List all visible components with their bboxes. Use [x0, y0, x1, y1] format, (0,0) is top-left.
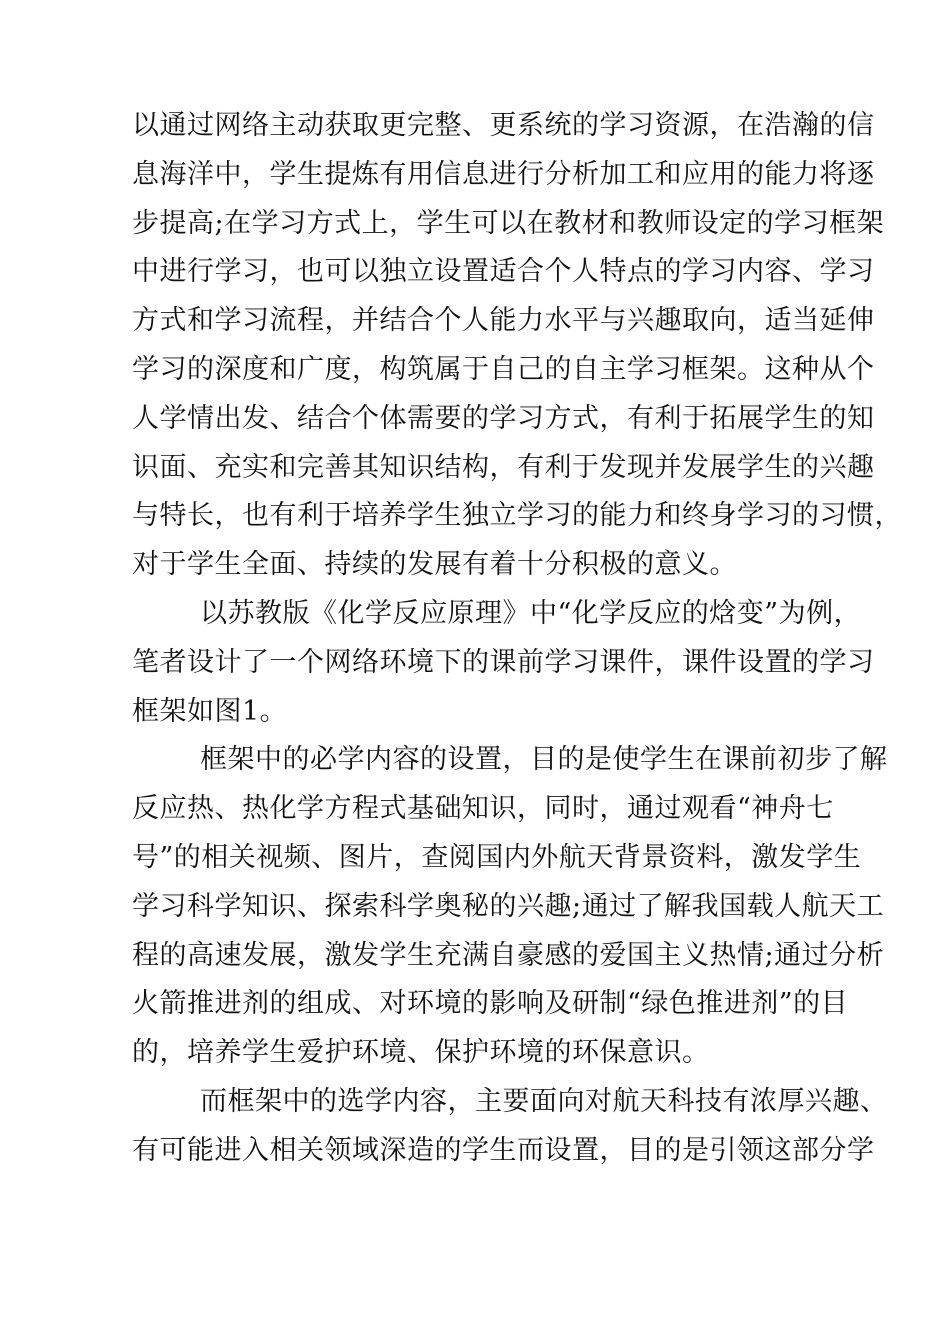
text-line: 火箭推进剂的组成、对环境的影响及研制“绿色推进剂”的目: [132, 988, 849, 1020]
text-line: 的，培养学生爱护环境、保护环境的环保意识。: [132, 1037, 710, 1069]
text-line: 以通过网络主动获取更完整、更系统的学习资源，在浩瀚的信: [132, 110, 875, 141]
paragraph-first-line: 框架中的必学内容的设置，目的是使学生在课前初步了解: [200, 744, 888, 776]
document-body: [132, 102, 902, 1176]
text-line: 对于学生全面、持续的发展有着十分积极的意义。: [132, 549, 737, 581]
text-line: 有可能进入相关领域深造的学生而设置，目的是引领这部分学: [132, 1134, 875, 1166]
text-line: 与特长，也有利于培养学生独立学习的能力和终身学习的习惯，: [132, 500, 902, 532]
text-line: 程的高速发展，激发学生充满自豪感的爱国主义热情;通过分析: [132, 939, 885, 971]
text-line: 笔者设计了一个网络环境下的课前学习课件，课件设置的学习: [132, 646, 875, 678]
paragraph-first-line: 以苏教版《化学反应原理》中“化学反应的焓变”为例，: [200, 597, 862, 629]
paragraph-first-line: 而框架中的选学内容，主要面向对航天科技有浓厚兴趣、: [200, 1085, 888, 1117]
text-line: 方式和学习流程，并结合个人能力水平与兴趣取向，适当延伸: [132, 305, 875, 337]
text-line: 识面、充实和完善其知识结构，有利于发现并发展学生的兴趣: [132, 451, 875, 483]
text-line: 人学情出发、结合个体需要的学习方式，有利于拓展学生的知: [132, 402, 875, 434]
text-line: 学习科学知识、探索科学奥秘的兴趣;通过了解我国载人航天工: [132, 890, 885, 922]
text-line: 号”的相关视频、图片，查阅国内外航天背景资料，激发学生: [132, 841, 862, 873]
text-line: 步提高;在学习方式上，学生可以在教材和教师设定的学习框架: [132, 207, 885, 239]
text-line: 中进行学习，也可以独立设置适合个人特点的学习内容、学习: [132, 256, 875, 288]
text-line: 反应热、热化学方程式基础知识，同时，通过观看“神舟七: [132, 793, 834, 825]
text-line: 息海洋中，学生提炼有用信息进行分析加工和应用的能力将逐: [132, 158, 875, 190]
text-line: 框架如图1。: [132, 695, 288, 727]
text-line: 学习的深度和广度，构筑属于自己的自主学习框架。这种从个: [132, 353, 875, 385]
